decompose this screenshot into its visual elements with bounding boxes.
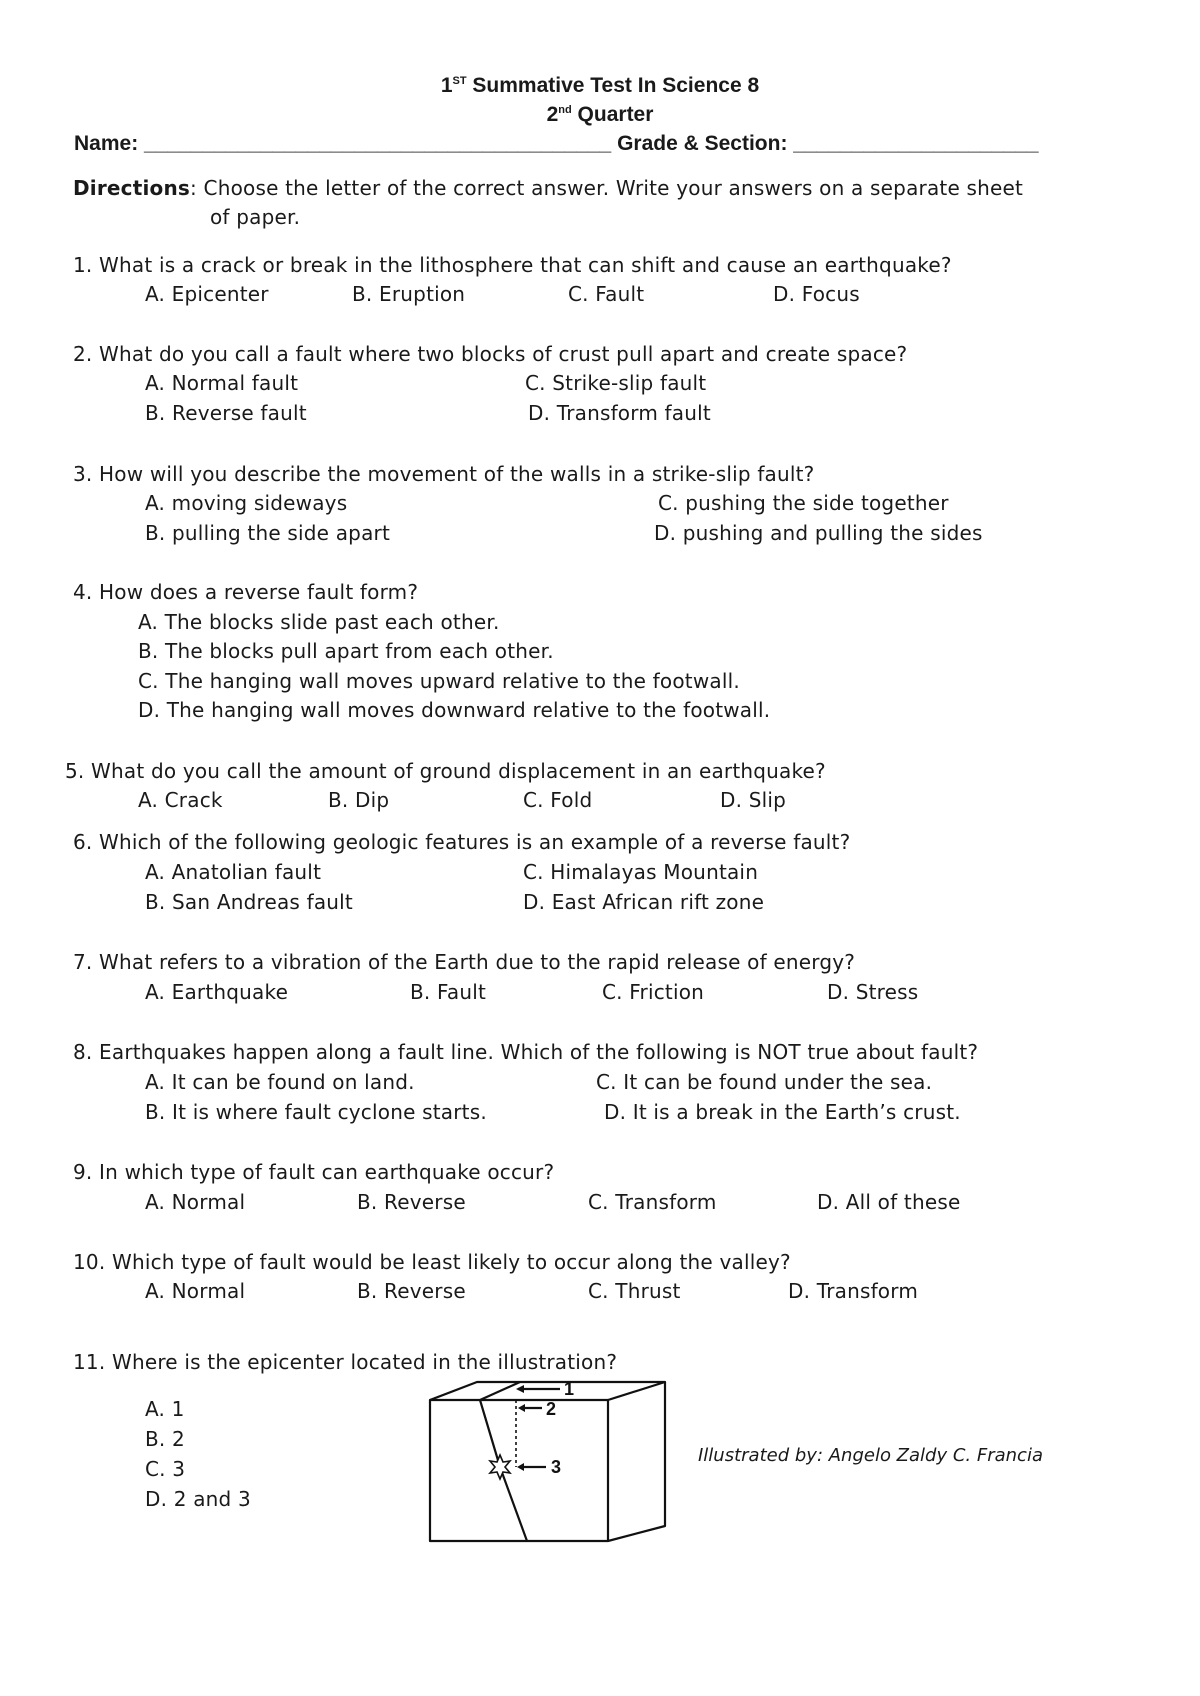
question-9: 9. In which type of fault can earthquake occur? [73, 1160, 555, 1184]
focus-burst-icon [490, 1455, 510, 1479]
question-5: 5. What do you call the amount of ground displacement in an earthquake? [65, 759, 826, 783]
grade-section-field[interactable]: _____________________ [793, 132, 1039, 155]
option-10d[interactable]: D. Transform [788, 1279, 918, 1303]
option-6c[interactable]: C. Himalayas Mountain [523, 860, 759, 884]
option-11c[interactable]: C. 3 [145, 1457, 186, 1481]
directions [73, 176, 1023, 200]
option-9d[interactable]: D. All of these [817, 1190, 961, 1214]
option-3c[interactable]: C. pushing the side together [658, 491, 949, 515]
label-1: 1 [564, 1379, 575, 1399]
grade-section-label: Grade & Section: [617, 132, 788, 155]
label-2: 2 [546, 1399, 557, 1419]
option-1b[interactable]: B. Eruption [352, 282, 466, 306]
illustration-credit: Illustrated by: Angelo Zaldy C. Francia [698, 1445, 1043, 1466]
option-4a[interactable]: A. The blocks slide past each other. [138, 610, 500, 634]
student-info-row [74, 132, 1134, 156]
block-top-face [430, 1382, 665, 1400]
directions-text-cont: of paper. [210, 205, 301, 229]
option-5a[interactable]: A. Crack [138, 788, 223, 812]
directions-text: : Choose the letter of the correct answer. Write your answers on a separate sheet [190, 176, 1024, 200]
option-11d[interactable]: D. 2 and 3 [145, 1487, 251, 1511]
question-8: 8. Earthquakes happen along a fault line. Which of the following is NOT true about fault? [73, 1040, 979, 1064]
option-5b[interactable]: B. Dip [328, 788, 390, 812]
option-10c[interactable]: C. Thrust [588, 1279, 681, 1303]
option-8a[interactable]: A. It can be found on land. [145, 1070, 415, 1094]
name-field[interactable]: ________________________________________ [144, 132, 612, 155]
option-1c[interactable]: C. Fault [568, 282, 645, 306]
question-2: 2. What do you call a fault where two blocks of crust pull apart and create space? [73, 342, 908, 366]
option-3d[interactable]: D. pushing and pulling the sides [654, 521, 983, 545]
option-1a[interactable]: A. Epicenter [145, 282, 269, 306]
label-3: 3 [551, 1457, 562, 1477]
option-3b[interactable]: B. pulling the side apart [145, 521, 390, 545]
option-1d[interactable]: D. Focus [773, 282, 860, 306]
option-7b[interactable]: B. Fault [410, 980, 487, 1004]
option-2b[interactable]: B. Reverse fault [145, 401, 307, 425]
fault-block-illustration [420, 1372, 680, 1547]
option-11a[interactable]: A. 1 [145, 1397, 185, 1421]
option-10a[interactable]: A. Normal [145, 1279, 246, 1303]
directions-label: Directions [73, 176, 191, 200]
option-4b[interactable]: B. The blocks pull apart from each other. [138, 639, 554, 663]
option-5d[interactable]: D. Slip [720, 788, 787, 812]
option-9a[interactable]: A. Normal [145, 1190, 246, 1214]
arrow-3-head [517, 1463, 524, 1471]
option-2d[interactable]: D. Transform fault [528, 401, 711, 425]
option-9b[interactable]: B. Reverse [357, 1190, 466, 1214]
question-3: 3. How will you describe the movement of the walls in a strike-slip fault? [73, 462, 815, 486]
question-6: 6. Which of the following geologic features is an example of a reverse fault? [73, 830, 851, 854]
option-6d[interactable]: D. East African rift zone [523, 890, 765, 914]
option-7d[interactable]: D. Stress [827, 980, 919, 1004]
question-10: 10. Which type of fault would be least likely to occur along the valley? [73, 1250, 791, 1274]
option-3a[interactable]: A. moving sideways [145, 491, 348, 515]
quarter-title: 2nd Quarter [546, 103, 654, 126]
option-2a[interactable]: A. Normal fault [145, 371, 299, 395]
option-9c[interactable]: C. Transform [588, 1190, 717, 1214]
option-6b[interactable]: B. San Andreas fault [145, 890, 353, 914]
question-7: 7. What refers to a vibration of the Earth due to the rapid release of energy? [73, 950, 856, 974]
option-8c[interactable]: C. It can be found under the sea. [596, 1070, 933, 1094]
option-4d[interactable]: D. The hanging wall moves downward relative to the footwall. [138, 698, 771, 722]
option-7a[interactable]: A. Earthquake [145, 980, 289, 1004]
arrow-1-head [516, 1385, 524, 1393]
option-5c[interactable]: C. Fold [523, 788, 593, 812]
option-8b[interactable]: B. It is where fault cyclone starts. [145, 1100, 487, 1124]
option-7c[interactable]: C. Friction [602, 980, 705, 1004]
option-8d[interactable]: D. It is a break in the Earth’s crust. [604, 1100, 961, 1124]
option-4c[interactable]: C. The hanging wall moves upward relative to the footwall. [138, 669, 740, 693]
fault-line-top [480, 1382, 520, 1400]
test-title: 1ST Summative Test In Science 8 [440, 74, 760, 97]
option-2c[interactable]: C. Strike-slip fault [525, 371, 707, 395]
question-1: 1. What is a crack or break in the lithosphere that can shift and cause an earthquake? [73, 253, 952, 277]
question-4: 4. How does a reverse fault form? [73, 580, 419, 604]
name-label: Name: [74, 132, 139, 155]
option-10b[interactable]: B. Reverse [357, 1279, 466, 1303]
option-6a[interactable]: A. Anatolian fault [145, 860, 322, 884]
question-11: 11. Where is the epicenter located in the illustration? [73, 1350, 618, 1374]
option-11b[interactable]: B. 2 [145, 1427, 185, 1451]
block-side-face [608, 1382, 665, 1541]
arrow-2-head [518, 1404, 525, 1412]
